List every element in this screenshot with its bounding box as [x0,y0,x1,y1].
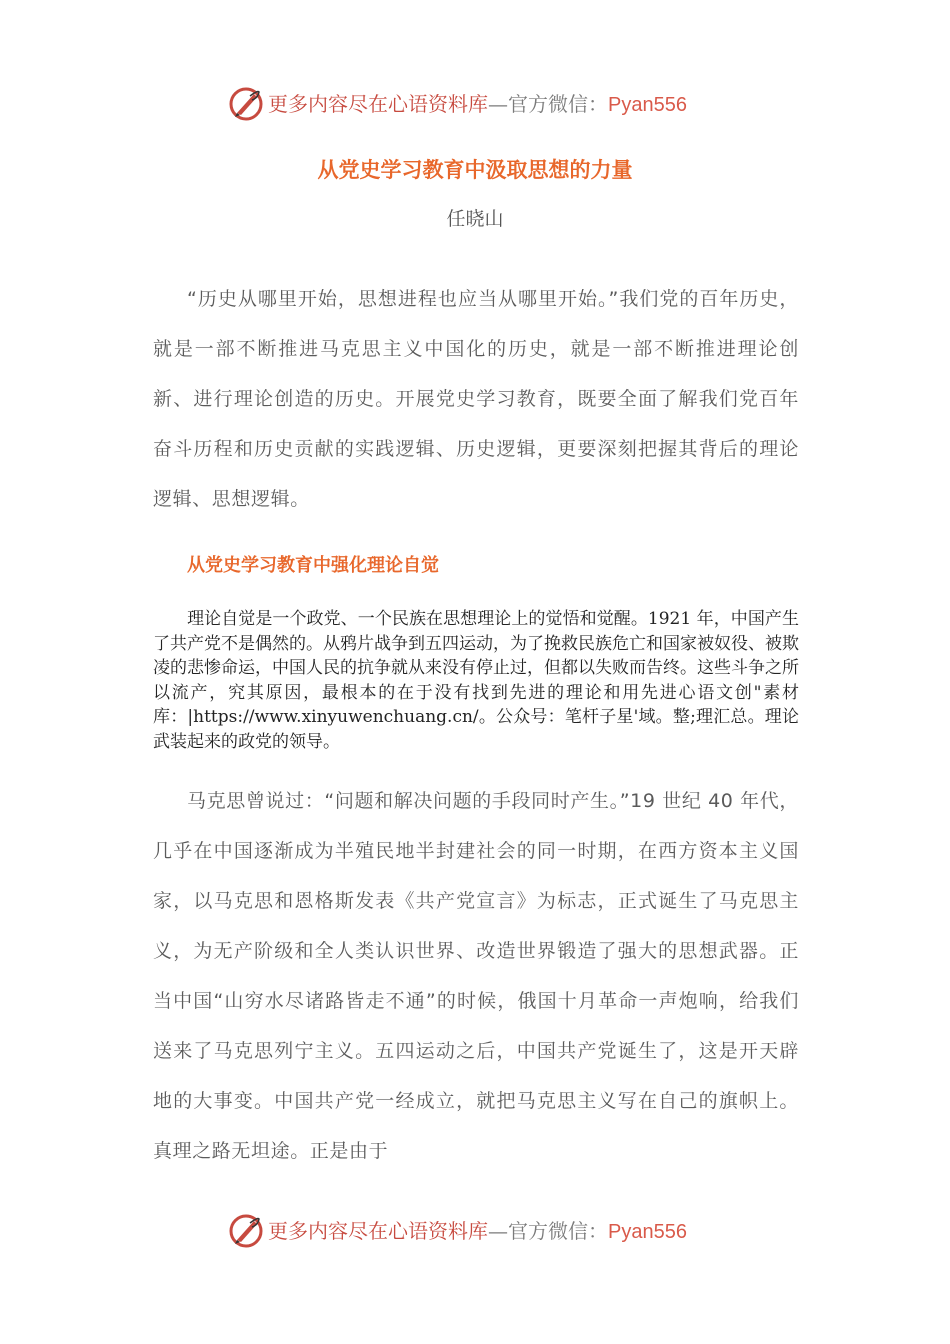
paragraph-2-text: 理论自觉是一个政党、一个民族在思想理论上的觉悟和觉醒。1921 年，中国产生了共产党不是偶然的。从鸦片战争到五四运动，为了挽救民族危亡和国家被奴役、被欺凌的悲惨命运，中国人民的抗争就从来没有停止过，但都以失败而告终。这些斗争之所以流产，究其原因，最根本的在于没有找到先进的理论和用先进心语文创"素材库：|https://www.xinyuwenchuang.cn/。公众号：笔杆子星'域。整;理汇总。理论武装起来的政党的领导。 [153,609,799,752]
header-banner [0,82,950,126]
banner-main-text: 更多内容尽在心语资料库 [268,92,488,116]
banner-separator-text: —官方微信： [488,92,608,116]
quill-logo-icon [228,1213,264,1249]
paragraph-3 [153,776,799,1176]
article-title: 从党史学习教育中汲取思想的力量 [317,158,633,182]
paragraph-1-text: “历史从哪里开始，思想进程也应当从哪里开始。”我们党的百年历史，就是一部不断推进马克思主义中国化的历史，就是一部不断推进理论创新、进行理论创造的历史。开展党史学习教育，既要全面了解我们党百年奋斗历程和历史贡献的实践逻辑、历史逻辑，更要深刻把握其背后的理论逻辑、思想逻辑。 [153,288,799,510]
banner-wechat-id: Pyan556 [608,1221,687,1243]
banner-main-text: 更多内容尽在心语资料库 [268,1219,488,1243]
article-author: 任晓山 [446,208,504,230]
quill-logo-icon [228,86,264,122]
banner-text [268,1218,687,1245]
banner-wechat-id: Pyan556 [608,94,687,116]
paragraph-1 [153,274,799,524]
footer-banner [0,1209,950,1253]
section-heading: 从党史学习教育中强化理论自觉 [187,555,439,576]
paragraph-3-text: 马克思曾说过：“问题和解决问题的手段同时产生。”19 世纪 40 年代，几乎在中国逐渐成为半殖民地半封建社会的同一时期，在西方资本主义国家，以马克思和恩格斯发表《共产党宣言》为标志，正式诞生了马克思主义，为无产阶级和全人类认识世界、改造世界锻造了强大的思想武器。正当中国“山穷水尽诸路皆走不通”的时候，俄国十月革命一声炮响，给我们送来了马克思列宁主义。五四运动之后，中国共产党诞生了，这是开天辟地的大事变。中国共产党一经成立，就把马克思主义写在自己的旗帜上。真理之路无坦途。正是由于 [153,790,799,1162]
banner-text [268,91,687,118]
banner-separator-text: —官方微信： [488,1219,608,1243]
paragraph-2 [153,607,799,754]
